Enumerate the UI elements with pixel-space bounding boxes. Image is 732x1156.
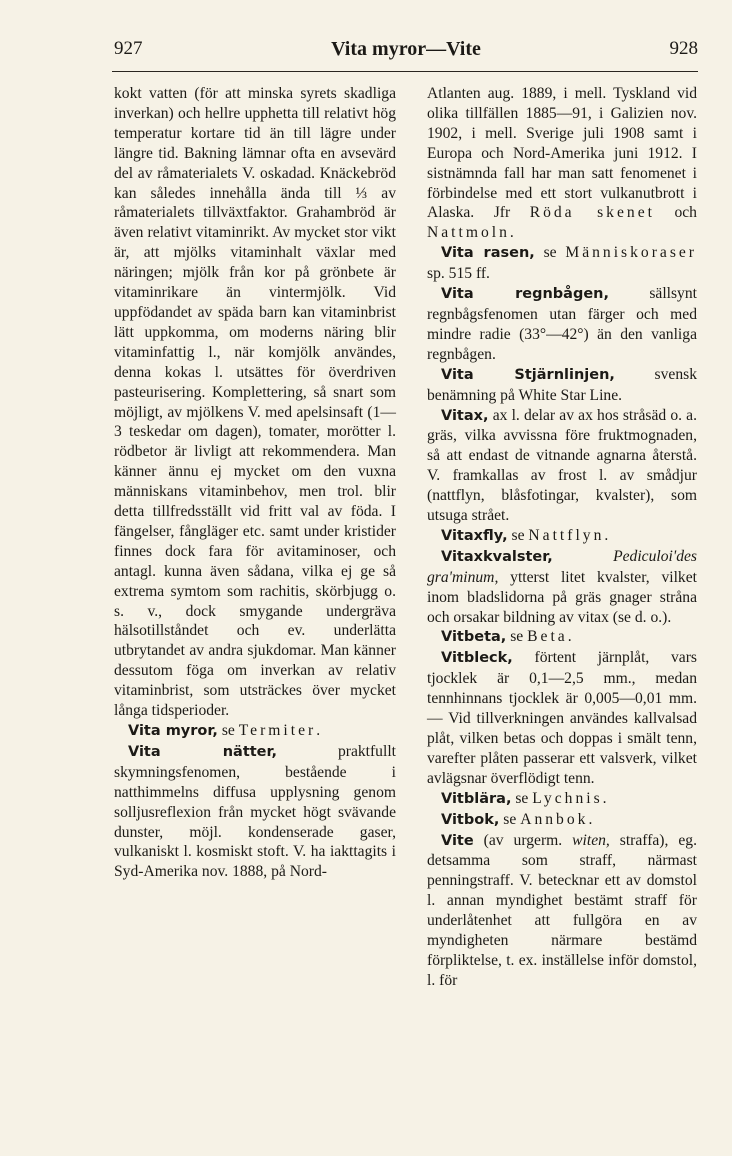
cross-reference: Beta: [527, 628, 568, 646]
entry-vitax: Vitax, ax l. delar av ax hos stråsäd o. a. gräs, vilka avvissna före fruktmognaden, så att endast de vitnande agnarna återstå. V. framkallas av frost l. av smådjur (nattflyn, blåsfotingar, kvalster), som utsuga strået.: [427, 406, 698, 525]
headword: Vitax,: [441, 407, 489, 424]
continued-paragraph: kokt vatten (för att minska syrets skadliga inverkan) och hellre upphetta till relativt hög temperatur kortare tid än till lägre under längre tid. Bakning lämnar ofta en avsevärd del av råmaterialets V. oskadad. Knäckebröd kan således innehålla ända till ⅓ av råmaterialets tillväxtfaktor. Grahambröd är även relativt vitaminrikt. Av mycket stor vikt är, att mjölks vitaminhalt växlar med näringen; mjölk från kor på grönbete är vitaminrikare än vintermjölk. Vid uppfödandet av späda barn kan vitaminbrist lätt uppkomma, om moderns näring blir vitaminfattig l., när komjölk användes, denna kokas l. utsättes för överdriven pasteurisering. Komplettering, så snart som möjligt, av mjölkens V. med apelsinsaft (1—3 teskedar om dagen), tomater, morötter l. rödbetor är livligt att rekommendera. Man känner ännu ej mycket om den vuxna människans vitaminbehov, men trol. blir detta tillfredsställt vid fritt val av föda. I fängelser, fångläger etc. samt under kristider finnes dock fara för avitaminoser, och antagl. kunna även sådana, vilka ej ge så extrema symtom som rachitis, skörbjugg o. s. v., dock smygande undergräva hälsotillståndet och ev. underlätta utbrytandet av andra sjukdomar. Man känner dessutom föga om inverkan av relativ vitaminbrist, som utsträckes över mycket långa tidsperioder.: [114, 85, 396, 720]
entry-vita-stjarnlinjen: Vita Stjärnlinjen, svensk benämning på White Star Line.: [427, 365, 697, 404]
entry-vita-myror: Vita myror, se Termiter.: [128, 722, 321, 739]
headword: Vita myror,: [128, 723, 218, 739]
headword: Vite: [441, 832, 474, 849]
headword: Vitbleck,: [441, 650, 513, 667]
entry-vitaxfly: Vitaxfly, se Nattflyn.: [441, 526, 609, 544]
entry-vita-natter: Vita nätter, praktfullt skymningsfenomen, bestående i natthimmelns diffusa upplysning genom solljusreflexion från mycket högt svävande dunster, möjl. kondenserade gaser, vulkaniskt l. kosmiskt stoft. V. ha iakttagits i Syd-Amerika nov. 1888, på Nord-: [114, 742, 396, 881]
cross-reference: Lychnis: [532, 789, 603, 807]
cross-reference: Människoraser: [565, 244, 697, 262]
running-title: Vita myror—Vite: [331, 38, 481, 60]
header-rule: [112, 71, 698, 72]
entry-vitaxkvalster: Vitaxkvalster, Pediculoi'des gra'minum, ytterst litet kvalster, vilket inom bladslidorna på gräs gnager stråna och orsakar bildning av vitax (se d. o.).: [427, 547, 697, 626]
entry-vitbleck: Vitbleck, förtent järnplåt, vars tjocklek är 0,1—2,5 mm., medan tennhinnans tjocklek är 0,005—0,01 mm. — Vid tillverkningen användes kallvalsad plåt, vilken betas och doppas i smält tenn, varefter plåten passerar ett valsverk, vilket avlägsnar överflödigt tenn.: [427, 649, 697, 787]
headword: Vitbok,: [441, 811, 500, 828]
cross-reference: Röda skenet: [529, 204, 655, 222]
headword: Vita regnbågen,: [441, 286, 610, 303]
left-column: [114, 84, 396, 882]
entry-vita-regnbagen: Vita regnbågen, sällsynt regnbågsfenomen utan färger och med mindre radie (33°—42°) än den vanliga regnbågen.: [427, 285, 697, 363]
continued-paragraph: Atlanten aug. 1889, i mell. Tyskland vid olika tillfällen 1885—91, i Galizien nov. 1902, i mell. Sverige juli 1908 samt i Europa och Nord-Amerika juni 1912. I sistnämnda fall har man satt fenomenet i förbindelse med ett stort vulkanutbrott i Alaska. Jfr Röda skenet och Nattmoln.: [427, 85, 697, 242]
page-number-right: 928: [669, 38, 698, 59]
headword: Vitblära,: [441, 790, 512, 807]
entry-vita-rasen: Vita rasen, se Människoraser sp. 515 ff.: [427, 244, 697, 283]
etymology-word: witen,: [572, 831, 610, 849]
latin-name: Pediculoi'des gra'minum,: [427, 547, 697, 586]
page-number-left: 927: [114, 38, 143, 59]
headword: Vita nätter,: [128, 743, 278, 760]
headword: Vita rasen,: [441, 245, 535, 262]
headword: Vitaxkvalster,: [441, 548, 553, 565]
cross-reference: Termiter: [238, 722, 317, 739]
headword: Vita Stjärnlinjen,: [441, 366, 615, 383]
entry-vitbok: Vitbok, se Annbok.: [441, 810, 593, 828]
right-column: [427, 84, 697, 991]
entry-vitbeta: Vitbeta, se Beta.: [441, 628, 572, 646]
page-header: [114, 38, 698, 68]
cross-reference: Nattflyn: [528, 526, 605, 544]
entry-vite: Vite (av urgerm. witen, straffa), eg. detsamma som straff, närmast penningstraff. V. betecknar ett av domstol l. annan myndighet bestämt straff för underlåtenhet att fullgöra en av myndigheten närmare bestämd förpliktelse, t. ex. inställelse inför domstol, l. för: [427, 831, 697, 989]
headword: Vitaxfly,: [441, 527, 508, 544]
entry-vitblara: Vitblära, se Lychnis.: [441, 789, 607, 807]
cross-reference: Nattmoln: [427, 224, 510, 242]
headword: Vitbeta,: [441, 629, 507, 646]
cross-reference: Annbok: [520, 810, 589, 828]
